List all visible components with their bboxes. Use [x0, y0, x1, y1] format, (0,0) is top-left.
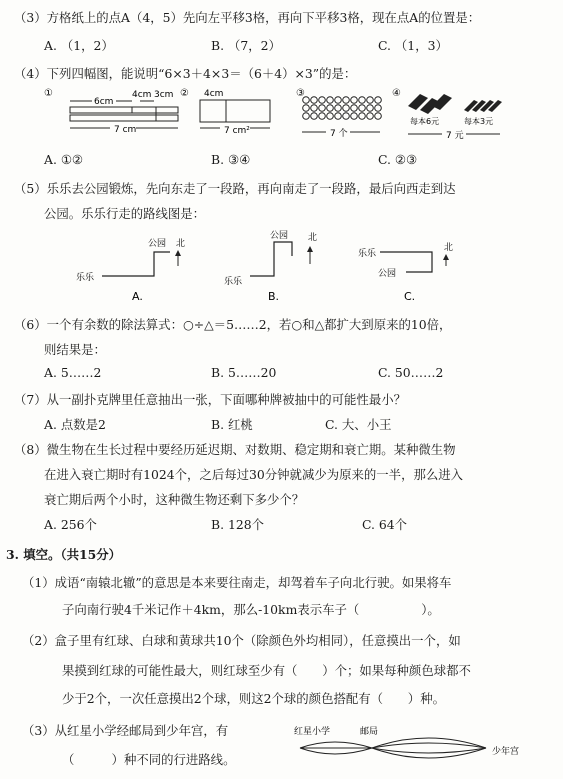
fig1-label-c: 3cm — [154, 90, 174, 100]
q4-figure-3 — [296, 88, 381, 139]
fig3-circle — [343, 97, 350, 104]
fig3-circle — [359, 113, 366, 120]
fig2-total: 7 cm² — [224, 126, 250, 136]
q7-stem: （7）从一副扑克牌里任意抽出一张，下面哪种牌被抽中的可能性最小？ — [14, 392, 406, 407]
fig3-total: 7 个 — [330, 129, 348, 139]
q4-option-b: B. ③④ — [211, 152, 251, 167]
fig3-circle — [311, 105, 318, 112]
fig3-circle — [359, 97, 366, 104]
q3-option-b: B. （7，2） — [211, 38, 281, 53]
q3-stem: （3）方格纸上的点A（4，5）先向左平移3格，再向下平移3格，现在点A的位置是： — [14, 10, 481, 25]
fig1-label-b: 4cm — [132, 90, 152, 100]
fig3-circle — [311, 113, 318, 120]
fill-1-line1: （1）成语“南辕北辙”的意思是本来要往南走，却驾着车子向北行驶。如果将车 — [22, 575, 452, 590]
q4-figures — [44, 86, 544, 146]
fig1-total: 7 cm — [114, 125, 137, 135]
fill-1-line2: 子向南行驶4千米记作＋4km，那么-10km表示车子（ ）。 — [62, 602, 440, 617]
fig3-circle — [335, 97, 342, 104]
q4-option-c: C. ②③ — [378, 152, 418, 167]
q5-figure-c — [358, 241, 453, 303]
q4-option-a: A. ①② — [44, 152, 84, 167]
q5-figure-b — [224, 230, 317, 303]
route-diagram — [288, 724, 556, 768]
fig3-circle — [367, 113, 374, 120]
fig3-circle — [303, 113, 310, 120]
q6-option-c: C. 50……2 — [378, 365, 444, 380]
fig-b-park: 公园 — [270, 231, 289, 241]
q6-option-a: A. 5……2 — [44, 365, 102, 380]
q8-stem-line2: 在进入衰亡期时有1024个，之后每过30分钟就减少为原来的一半，那么进入 — [44, 467, 464, 482]
fig3-circle — [343, 113, 350, 120]
q4-figure-2 — [180, 88, 270, 136]
q6-stem-line2: 则结果是： — [44, 342, 106, 357]
section-3-title: 3. 填空。（共15分） — [6, 547, 122, 562]
fig3-circle — [367, 105, 374, 112]
fill-2-line2: 果摸到红球的可能性最大，则红球至少有（ ）个；如果每种颜色球都不 — [62, 663, 471, 678]
q3-option-a: A. （1，2） — [44, 38, 114, 53]
q8-option-b: B. 128个 — [211, 517, 265, 532]
fill-2-line1: （2）盒子里有红球、白球和黄球共10个（除颜色外均相同），任意摸出一个，如 — [22, 633, 461, 648]
fig3-circle — [351, 105, 358, 112]
route-school-label: 红星小学 — [294, 727, 331, 737]
q8-stem-line3: 衰亡期后两个小时，这种微生物还剩下多少个？ — [44, 492, 305, 507]
q8-option-a: A. 256个 — [44, 517, 97, 532]
fig3-circle — [351, 113, 358, 120]
fig3-circle — [367, 97, 374, 104]
q6-stem-line1: （6）一个有余数的除法算式：○÷△＝5……2，若○和△都扩大到原来的10倍， — [14, 317, 452, 332]
fig3-circle — [335, 113, 342, 120]
fig3-circle — [327, 105, 334, 112]
route-post-label: 邮局 — [360, 727, 379, 737]
fig-a-north: 北 — [176, 239, 186, 249]
fig-b-label: B. — [268, 290, 280, 303]
fig3-circle — [303, 105, 310, 112]
fig-a-park: 公园 — [148, 239, 167, 249]
q5-figure-a — [76, 237, 185, 303]
fig-c-label: C. — [404, 290, 416, 303]
fig3-circle — [319, 97, 326, 104]
q4-figure-4 — [392, 88, 502, 141]
q3-option-c: C. （1，3） — [378, 38, 448, 53]
fig3-circle — [351, 97, 358, 104]
fig3-circle — [303, 97, 310, 104]
fig4-label-a: 每本6元 — [410, 117, 440, 126]
fig-c-north: 北 — [444, 243, 454, 253]
q7-option-a: A. 点数是2 — [44, 417, 106, 432]
q7-option-c: C. 大、小王 — [325, 417, 392, 432]
fig3-circle — [343, 105, 350, 112]
fig3-circle — [359, 105, 366, 112]
fig3-number: ③ — [296, 88, 305, 99]
q5-route-figures — [60, 226, 500, 306]
fig3-circle — [319, 105, 326, 112]
fig-c-lele: 乐乐 — [358, 249, 377, 259]
fill-2-line3: 少于2个，一次任意摸出2个球，则这2个球的颜色搭配有（ ）种。 — [62, 691, 445, 706]
fig4-label-b: 每本3元 — [464, 117, 494, 126]
q6-option-b: B. 5……20 — [211, 365, 277, 380]
fig2-number: ② — [180, 88, 189, 99]
fig3-circle — [375, 97, 382, 104]
q7-option-b: B. 红桃 — [211, 417, 253, 432]
fig3-circle — [375, 113, 382, 120]
fig3-circle — [335, 105, 342, 112]
fig3-circle — [319, 113, 326, 120]
fig4-total: 7 元 — [446, 131, 464, 141]
route-palace-label: 少年宫 — [492, 747, 520, 757]
q8-option-c: C. 64个 — [362, 517, 408, 532]
fill-3-line1: （3）从红星小学经邮局到少年宫，有 — [22, 723, 229, 738]
fig3-circle — [327, 97, 334, 104]
fig1-label-a: 6cm — [94, 97, 114, 107]
fig-a-label: A. — [132, 290, 143, 303]
q5-stem-line2: 公园。乐乐行走的路线图是： — [44, 206, 206, 221]
fig3-circle — [375, 105, 382, 112]
fig1-number: ① — [44, 88, 53, 99]
fig-c-park: 公园 — [378, 269, 397, 279]
fig-b-lele: 乐乐 — [224, 277, 243, 287]
fig2-label-a: 4cm — [204, 89, 224, 99]
q4-figure-1 — [44, 88, 178, 135]
q5-stem-line1: （5）乐乐去公园锻炼，先向东走了一段路，再向南走了一段路，最后向西走到达 — [14, 181, 456, 196]
fig-b-north: 北 — [308, 233, 318, 243]
fig3-circle — [327, 113, 334, 120]
fig3-circle — [311, 97, 318, 104]
fig-a-lele: 乐乐 — [76, 273, 95, 283]
q8-stem-line1: （8）微生物在生长过程中要经历延迟期、对数期、稳定期和衰亡期。某种微生物 — [14, 442, 456, 457]
fig4-number: ④ — [392, 88, 401, 99]
fill-3-line2: （ ）种不同的行进路线。 — [62, 752, 236, 767]
q4-stem: （4）下列四幅图，能说明“6×3＋4×3＝（6＋4）×3”的是： — [14, 66, 357, 81]
